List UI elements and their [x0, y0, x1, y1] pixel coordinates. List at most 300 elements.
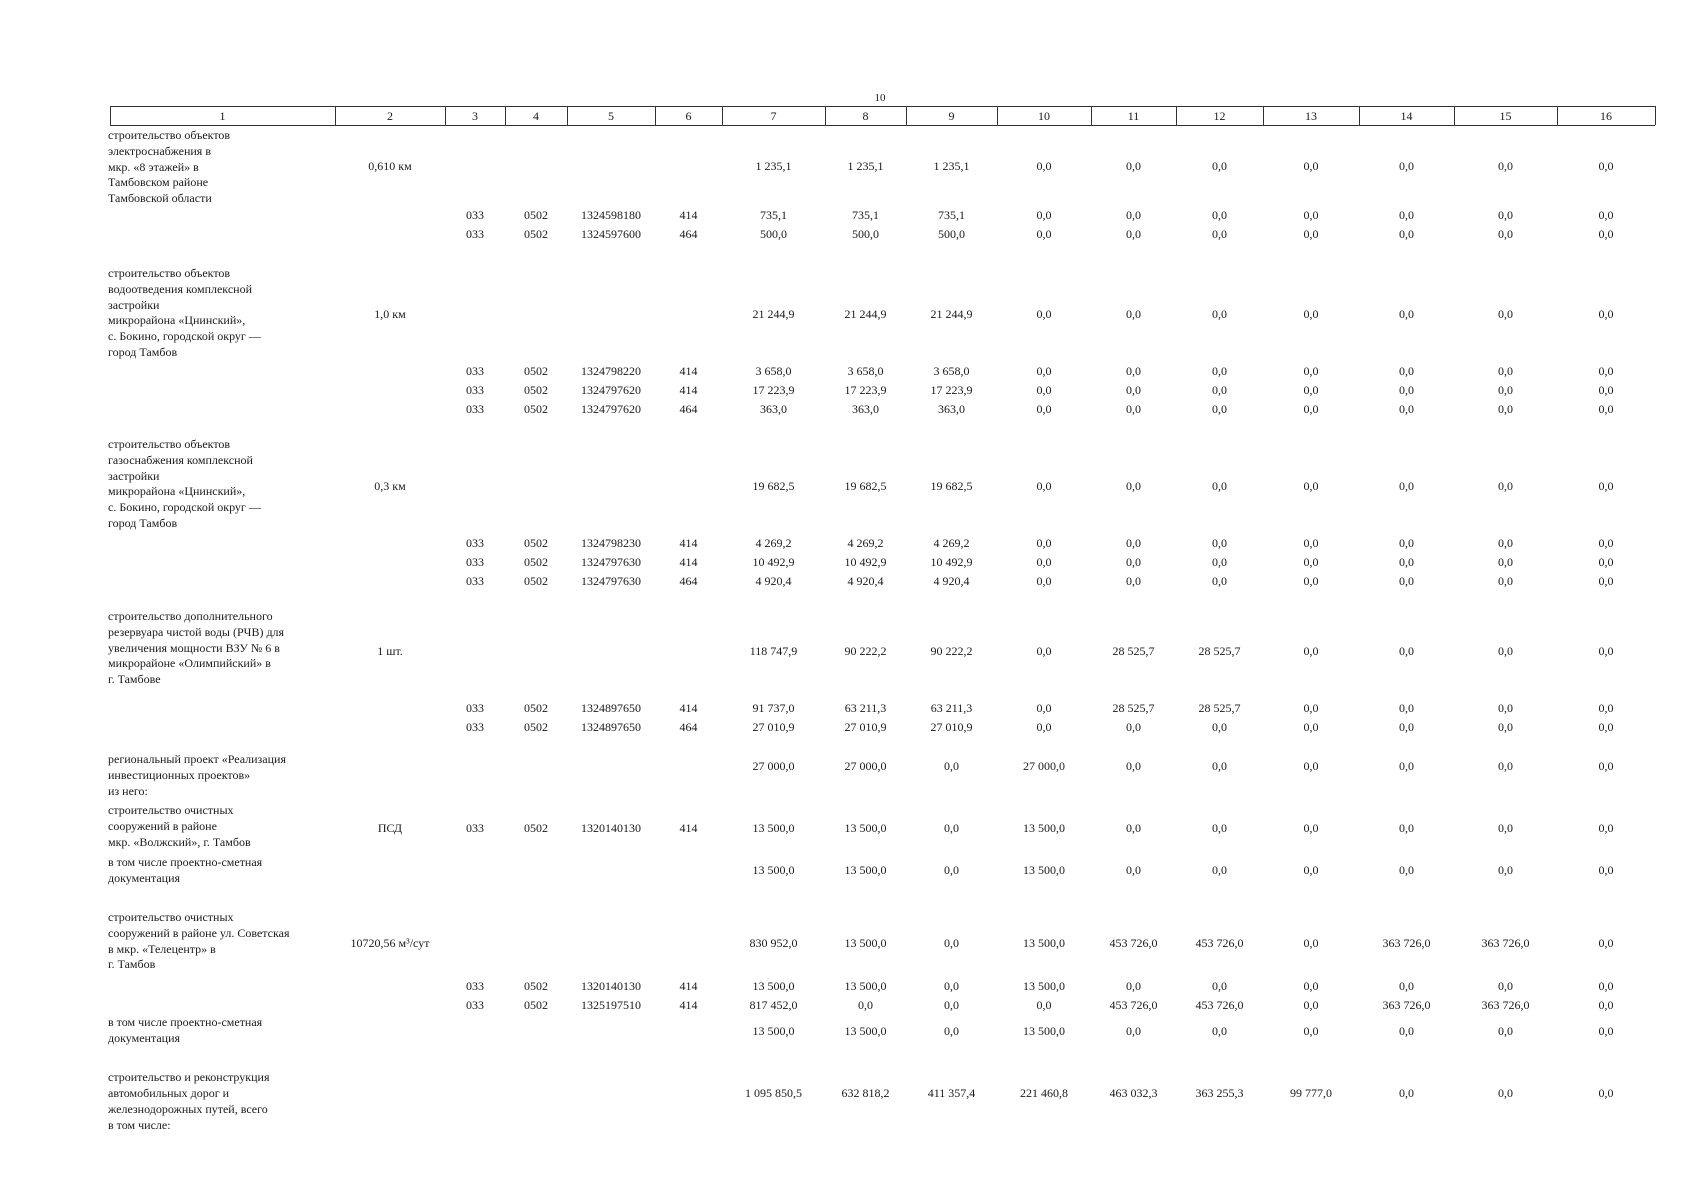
code-cell: 0502 [524, 536, 548, 550]
total-value-cell: 363 726,0 [1382, 936, 1431, 950]
value-cell: 27 010,9 [844, 720, 887, 734]
total-value-cell: 13 500,0 [844, 863, 887, 877]
item-description: в том числе: [108, 1118, 171, 1132]
value-cell: 0,0 [1399, 364, 1414, 378]
value-cell: 17 223,9 [930, 383, 973, 397]
code-cell: 0502 [524, 701, 548, 715]
value-cell: 0,0 [1498, 383, 1513, 397]
header-column-divider [1655, 106, 1656, 125]
value-cell: 10 492,9 [752, 555, 795, 569]
total-value-cell: 0,0 [1126, 159, 1141, 173]
value-cell: 0,0 [1036, 364, 1052, 378]
code-cell: 414 [679, 821, 698, 835]
value-cell: 0,0 [1399, 701, 1414, 715]
value-cell: 0,0 [1498, 208, 1513, 222]
code-cell: 033 [466, 364, 484, 378]
table-row [0, 554, 1697, 570]
table-row [0, 700, 1697, 716]
value-cell: 4 920,4 [755, 574, 792, 588]
header-column-divider [445, 106, 446, 125]
item-description: в том числе проектно-сметная документация [108, 855, 263, 885]
total-value-cell: 0,0 [1598, 1024, 1614, 1038]
item-unit: 1,0 км [374, 307, 406, 321]
total-value-cell: 21 244,9 [844, 307, 887, 321]
code-cell: 033 [466, 208, 484, 222]
value-cell: 0,0 [1212, 208, 1227, 222]
total-value-cell: 1 235,1 [847, 159, 884, 173]
value-cell: 13 500,0 [844, 979, 887, 993]
total-value-cell: 0,0 [1212, 863, 1227, 877]
value-cell: 0,0 [1598, 979, 1614, 993]
header-column-divider [1454, 106, 1455, 125]
total-value-cell: 0,0 [1212, 479, 1227, 493]
total-value-cell: 0,0 [944, 821, 959, 835]
header-cell: 15 [1499, 109, 1512, 123]
value-cell: 0,0 [1399, 208, 1414, 222]
total-value-cell: 99 777,0 [1290, 1086, 1332, 1100]
value-cell: 17 223,9 [752, 383, 795, 397]
total-value-cell: 0,0 [944, 759, 959, 773]
total-value-cell: 363 255,3 [1195, 1086, 1244, 1100]
code-cell: 1320140130 [581, 821, 641, 835]
code-cell: 033 [466, 574, 484, 588]
value-cell: 0,0 [1598, 998, 1614, 1012]
value-cell: 363 726,0 [1481, 998, 1530, 1012]
value-cell: 63 211,3 [930, 701, 973, 715]
value-cell: 0,0 [1303, 402, 1319, 416]
value-cell: 28 525,7 [1198, 701, 1241, 715]
total-value-cell: 0,0 [1399, 863, 1414, 877]
total-value-cell: 0,0 [1399, 479, 1414, 493]
header-column-divider [1359, 106, 1360, 125]
total-value-cell: 0,0 [1399, 307, 1414, 321]
total-value-cell: 411 357,4 [927, 1086, 976, 1100]
header-column-divider [655, 106, 656, 125]
value-cell: 13 500,0 [752, 979, 795, 993]
total-value-cell: 0,0 [1498, 307, 1513, 321]
total-value-cell: 27 000,0 [844, 759, 887, 773]
table-row [0, 363, 1697, 379]
total-value-cell: 0,0 [1598, 821, 1614, 835]
total-value-cell: 0,0 [944, 1024, 959, 1038]
value-cell: 0,0 [1598, 536, 1614, 550]
total-value-cell: 1 095 850,5 [745, 1086, 802, 1100]
table-row [0, 401, 1697, 417]
value-cell: 0,0 [944, 979, 959, 993]
value-cell: 0,0 [1212, 555, 1227, 569]
header-cell: 14 [1400, 109, 1413, 123]
value-cell: 0,0 [1212, 227, 1227, 241]
total-value-cell: 0,0 [1399, 644, 1414, 658]
header-cell: 2 [387, 109, 393, 123]
code-cell: 414 [679, 998, 698, 1012]
code-cell: 0502 [524, 208, 548, 222]
code-cell: 033 [466, 536, 484, 550]
total-value-cell: 0,0 [1399, 1024, 1414, 1038]
value-cell: 0,0 [1126, 979, 1141, 993]
table-row [0, 719, 1697, 735]
total-value-cell: 0,0 [1598, 936, 1614, 950]
value-cell: 0,0 [1303, 364, 1319, 378]
item-description: строительство дополнительного резервуара чистой воды (РЧВ) для увеличения мощности ВЗУ № 6 в микрорайоне «Олимпийский» в г. Тамбове [108, 609, 285, 687]
total-value-cell: 0,0 [1598, 759, 1614, 773]
code-cell: 1324797630 [581, 555, 641, 569]
table-row [0, 535, 1697, 551]
header-column-divider [505, 106, 506, 125]
value-cell: 0,0 [1036, 998, 1052, 1012]
code-cell: 1324797620 [581, 402, 641, 416]
total-value-cell: 13 500,0 [752, 863, 795, 877]
value-cell: 500,0 [938, 227, 965, 241]
header-column-divider [997, 106, 998, 125]
total-value-cell: 0,0 [1598, 863, 1614, 877]
value-cell: 0,0 [1598, 364, 1614, 378]
table-row [0, 573, 1697, 589]
code-cell: 414 [679, 979, 698, 993]
value-cell: 3 658,0 [755, 364, 792, 378]
value-cell: 0,0 [1212, 574, 1227, 588]
total-value-cell: 13 500,0 [844, 821, 887, 835]
total-value-cell: 0,0 [1126, 821, 1141, 835]
value-cell: 0,0 [1303, 208, 1319, 222]
item-unit: 0,3 км [374, 479, 406, 493]
code-cell: 464 [679, 574, 698, 588]
total-value-cell: 13 500,0 [1023, 863, 1065, 877]
total-value-cell: 27 000,0 [1023, 759, 1065, 773]
value-cell: 0,0 [1212, 402, 1227, 416]
value-cell: 0,0 [1126, 574, 1141, 588]
value-cell: 735,1 [938, 208, 965, 222]
total-value-cell: 0,0 [1498, 759, 1513, 773]
code-cell: 1324598180 [581, 208, 641, 222]
value-cell: 0,0 [1212, 979, 1227, 993]
code-cell: 1324897650 [581, 720, 641, 734]
total-value-cell: 0,0 [944, 936, 959, 950]
value-cell: 0,0 [1126, 555, 1141, 569]
total-value-cell: 0,0 [1212, 759, 1227, 773]
total-value-cell: 0,0 [1126, 863, 1141, 877]
code-cell: 033 [466, 979, 484, 993]
value-cell: 0,0 [1303, 574, 1319, 588]
value-cell: 0,0 [1498, 979, 1513, 993]
header-cell: 4 [533, 109, 539, 123]
value-cell: 4 920,4 [847, 574, 884, 588]
total-value-cell: 13 500,0 [1023, 1024, 1065, 1038]
value-cell: 0,0 [1303, 998, 1319, 1012]
total-value-cell: 118 747,9 [749, 644, 798, 658]
value-cell: 0,0 [1399, 574, 1414, 588]
total-value-cell: 0,0 [1399, 821, 1414, 835]
code-cell: 0502 [524, 821, 548, 835]
total-value-cell: 453 726,0 [1195, 936, 1244, 950]
code-cell: 0502 [524, 227, 548, 241]
header-column-divider [1557, 106, 1558, 125]
value-cell: 0,0 [1036, 536, 1052, 550]
value-cell: 0,0 [1498, 227, 1513, 241]
code-cell: 033 [466, 555, 484, 569]
value-cell: 0,0 [1126, 364, 1141, 378]
code-cell: 0502 [524, 979, 548, 993]
header-cell: 12 [1213, 109, 1226, 123]
value-cell: 0,0 [1399, 979, 1414, 993]
total-value-cell: 0,0 [1598, 1086, 1614, 1100]
value-cell: 0,0 [858, 998, 873, 1012]
total-value-cell: 0,0 [1212, 159, 1227, 173]
header-column-divider [110, 106, 111, 125]
code-cell: 414 [679, 383, 698, 397]
item-unit: 10720,56 м³/сут [350, 936, 430, 950]
total-value-cell: 0,0 [1399, 1086, 1414, 1100]
code-cell: 033 [466, 227, 484, 241]
value-cell: 28 525,7 [1112, 701, 1155, 715]
total-value-cell: 28 525,7 [1112, 644, 1155, 658]
item-description: строительство объектов электроснабжения в мкр. «8 этажей» в Тамбовском районе Тамбовской области [108, 128, 231, 206]
table-row [0, 382, 1697, 398]
total-value-cell: 0,0 [1598, 479, 1614, 493]
header-column-divider [825, 106, 826, 125]
total-value-cell: 13 500,0 [1023, 936, 1065, 950]
total-value-cell: 0,0 [1303, 479, 1319, 493]
value-cell: 0,0 [1126, 383, 1141, 397]
header-column-divider [567, 106, 568, 125]
value-cell: 0,0 [1126, 402, 1141, 416]
value-cell: 10 492,9 [930, 555, 973, 569]
value-cell: 0,0 [1598, 402, 1614, 416]
total-value-cell: 19 682,5 [930, 479, 973, 493]
total-value-cell: 0,0 [1303, 821, 1319, 835]
total-value-cell: 830 952,0 [749, 936, 798, 950]
code-cell: 464 [679, 402, 698, 416]
table-row [0, 226, 1697, 242]
item-unit: 1 шт. [377, 644, 403, 658]
total-value-cell: 0,0 [1036, 644, 1052, 658]
total-value-cell: 0,0 [1498, 863, 1513, 877]
item-description: строительство очистных сооружений в районе ул. Советская в мкр. «Телецентр» в г. Тамбов [108, 910, 290, 972]
value-cell: 735,1 [852, 208, 879, 222]
value-cell: 0,0 [944, 998, 959, 1012]
total-value-cell: 0,0 [1498, 479, 1513, 493]
value-cell: 0,0 [1212, 364, 1227, 378]
value-cell: 0,0 [1126, 536, 1141, 550]
value-cell: 0,0 [1498, 364, 1513, 378]
header-cell: 9 [948, 109, 955, 123]
value-cell: 0,0 [1598, 555, 1614, 569]
value-cell: 500,0 [852, 227, 879, 241]
value-cell: 3 658,0 [933, 364, 970, 378]
total-value-cell: 0,0 [1126, 479, 1141, 493]
total-value-cell: 0,0 [1598, 307, 1614, 321]
total-value-cell: 0,0 [1399, 159, 1414, 173]
header-cell: 1 [219, 109, 226, 123]
value-cell: 0,0 [1498, 536, 1513, 550]
total-value-cell: 0,0 [1212, 307, 1227, 321]
value-cell: 0,0 [1399, 720, 1414, 734]
total-value-cell: 21 244,9 [752, 307, 795, 321]
total-value-cell: 463 032,3 [1109, 1086, 1158, 1100]
value-cell: 0,0 [1399, 402, 1414, 416]
value-cell: 3 658,0 [847, 364, 884, 378]
value-cell: 0,0 [1303, 720, 1319, 734]
total-value-cell: 221 460,8 [1020, 1086, 1068, 1100]
total-value-cell: 0,0 [1303, 863, 1319, 877]
total-value-cell: 0,0 [1212, 1024, 1227, 1038]
total-value-cell: 0,0 [1126, 759, 1141, 773]
value-cell: 0,0 [1399, 555, 1414, 569]
value-cell: 0,0 [1303, 979, 1319, 993]
value-cell: 453 726,0 [1109, 998, 1158, 1012]
value-cell: 0,0 [1598, 383, 1614, 397]
total-value-cell: 13 500,0 [752, 1024, 795, 1038]
value-cell: 0,0 [1036, 555, 1052, 569]
value-cell: 0,0 [1303, 383, 1319, 397]
item-description: строительство и реконструкция автомобильных дорог и железнодорожных путей, всего [108, 1070, 270, 1116]
code-cell: 033 [466, 383, 484, 397]
code-cell: 0502 [524, 998, 548, 1012]
code-cell: 414 [679, 701, 698, 715]
value-cell: 27 010,9 [752, 720, 795, 734]
code-cell: 464 [679, 720, 698, 734]
value-cell: 0,0 [1498, 574, 1513, 588]
header-cell: 8 [862, 109, 869, 123]
value-cell: 0,0 [1303, 701, 1319, 715]
header-cell: 3 [472, 109, 478, 123]
page-number: 10 [874, 92, 886, 104]
total-value-cell: 0,0 [1126, 307, 1141, 321]
item-description: строительство объектов водоотведения комплексной застройки микрорайона «Цнинский», с. Бокино, городской округ — город Тамбов [108, 266, 261, 359]
item-description: строительство объектов газоснабжения комплексной застройки микрорайона «Цнинский», с. Бокино, городской округ — город Тамбов [108, 437, 261, 530]
item-unit: 0,610 км [368, 159, 412, 173]
code-cell: 414 [679, 536, 698, 550]
value-cell: 0,0 [1598, 227, 1614, 241]
total-value-cell: 0,0 [1126, 1024, 1141, 1038]
code-cell: 033 [466, 821, 484, 835]
value-cell: 0,0 [1212, 383, 1227, 397]
value-cell: 0,0 [1498, 402, 1513, 416]
item-description: из него: [108, 784, 148, 798]
header-cell: 10 [1038, 109, 1050, 123]
code-cell: 1324597600 [581, 227, 641, 241]
code-cell: 0502 [524, 364, 548, 378]
value-cell: 0,0 [1036, 701, 1052, 715]
code-cell: 1324797630 [581, 574, 641, 588]
code-cell: 0502 [524, 555, 548, 569]
value-cell: 0,0 [1399, 383, 1414, 397]
value-cell: 4 920,4 [933, 574, 970, 588]
code-cell: 1320140130 [581, 979, 641, 993]
total-value-cell: 13 500,0 [1023, 821, 1065, 835]
total-value-cell: 0,0 [1303, 644, 1319, 658]
value-cell: 0,0 [1498, 701, 1513, 715]
code-cell: 1324798230 [581, 536, 641, 550]
code-cell: 414 [679, 555, 698, 569]
value-cell: 0,0 [1598, 208, 1614, 222]
code-cell: 033 [466, 402, 484, 416]
table-row [0, 997, 1697, 1013]
value-cell: 453 726,0 [1195, 998, 1244, 1012]
total-value-cell: 13 500,0 [844, 1024, 887, 1038]
item-description: в том числе проектно-сметная документация [108, 1015, 263, 1045]
value-cell: 363,0 [852, 402, 879, 416]
total-value-cell: 19 682,5 [844, 479, 887, 493]
header-top-border [110, 106, 1655, 107]
header-bottom-border [110, 125, 1655, 126]
total-value-cell: 0,0 [1303, 1024, 1319, 1038]
total-value-cell: 90 222,2 [930, 644, 973, 658]
value-cell: 0,0 [1598, 720, 1614, 734]
total-value-cell: 632 818,2 [841, 1086, 890, 1100]
value-cell: 363 726,0 [1382, 998, 1431, 1012]
value-cell: 0,0 [1036, 402, 1052, 416]
value-cell: 363,0 [760, 402, 787, 416]
code-cell: 0502 [524, 402, 548, 416]
header-cell: 16 [1600, 109, 1612, 123]
total-value-cell: 0,0 [1399, 759, 1414, 773]
value-cell: 735,1 [760, 208, 787, 222]
header-column-divider [335, 106, 336, 125]
total-value-cell: 0,0 [1303, 159, 1319, 173]
header-cell: 7 [770, 109, 777, 123]
total-value-cell: 0,0 [1498, 159, 1513, 173]
table-row [0, 207, 1697, 223]
header-column-divider [1263, 106, 1264, 125]
value-cell: 0,0 [1498, 555, 1513, 569]
total-value-cell: 28 525,7 [1198, 644, 1241, 658]
value-cell: 0,0 [1036, 208, 1052, 222]
value-cell: 0,0 [1399, 536, 1414, 550]
value-cell: 91 737,0 [752, 701, 795, 715]
value-cell: 0,0 [1212, 720, 1227, 734]
header-column-divider [1091, 106, 1092, 125]
total-value-cell: 0,0 [1212, 821, 1227, 835]
total-value-cell: 0,0 [1303, 307, 1319, 321]
total-value-cell: 0,0 [1036, 159, 1052, 173]
total-value-cell: 0,0 [1303, 759, 1319, 773]
code-cell: 414 [679, 208, 698, 222]
header-column-divider [906, 106, 907, 125]
total-value-cell: 0,0 [1303, 936, 1319, 950]
code-cell: 1324797620 [581, 383, 641, 397]
code-cell: 464 [679, 227, 698, 241]
value-cell: 363,0 [938, 402, 965, 416]
value-cell: 0,0 [1303, 536, 1319, 550]
total-value-cell: 0,0 [1598, 159, 1614, 173]
total-value-cell: 453 726,0 [1109, 936, 1158, 950]
header-column-divider [1176, 106, 1177, 125]
code-cell: 033 [466, 701, 484, 715]
value-cell: 0,0 [1126, 227, 1141, 241]
code-cell: 0502 [524, 720, 548, 734]
header-cell: 5 [608, 109, 614, 123]
value-cell: 0,0 [1303, 227, 1319, 241]
value-cell: 817 452,0 [749, 998, 798, 1012]
header-cell: 6 [685, 109, 692, 123]
table-row [0, 978, 1697, 994]
total-value-cell: 0,0 [1498, 1024, 1513, 1038]
total-value-cell: 0,0 [1036, 479, 1052, 493]
total-value-cell: 0,0 [1498, 1086, 1513, 1100]
item-description: строительство очистных сооружений в районе мкр. «Волжский», г. Тамбов [108, 803, 251, 849]
total-value-cell: 0,0 [944, 863, 959, 877]
code-cell: 033 [466, 720, 484, 734]
item-description: региональный проект «Реализация инвестиционных проектов» [108, 752, 286, 782]
value-cell: 0,0 [1036, 227, 1052, 241]
value-cell: 0,0 [1598, 701, 1614, 715]
code-cell: 0502 [524, 383, 548, 397]
total-value-cell: 13 500,0 [844, 936, 887, 950]
item-unit: ПСД [377, 821, 403, 835]
code-cell: 1324798220 [581, 364, 641, 378]
header-cell: 11 [1127, 109, 1140, 123]
